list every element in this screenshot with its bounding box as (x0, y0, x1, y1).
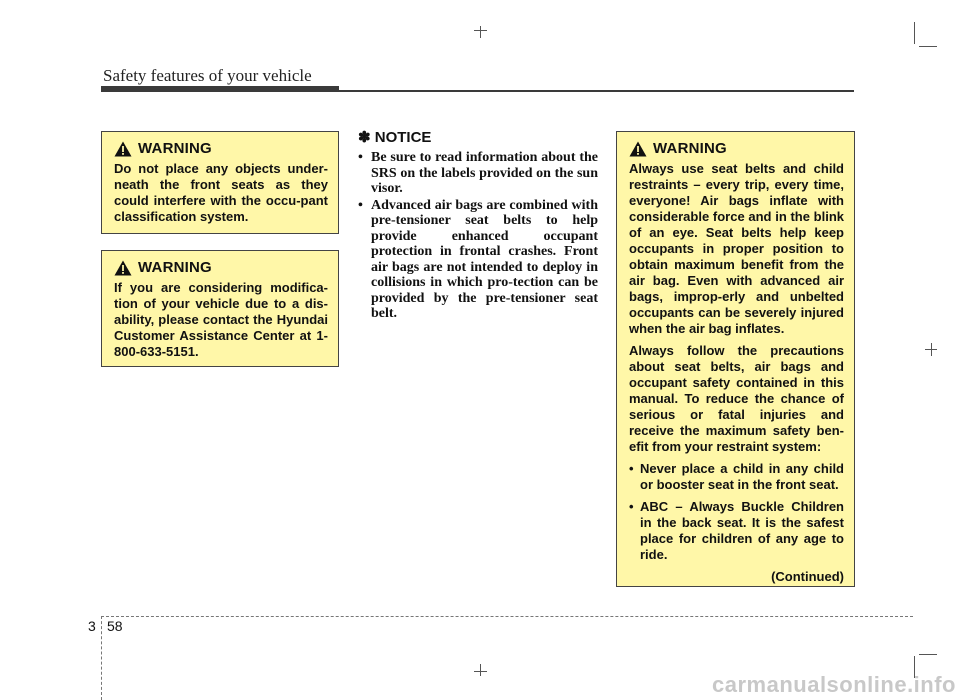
warning-triangle-icon (114, 260, 132, 276)
continued-label: (Continued) (771, 569, 844, 584)
page-number: 58 (107, 618, 123, 634)
warning-text: If you are considering modifica-tion of your vehicle due to a dis-ability, please contact the Hyundai Customer Assistance Center at 1-800-633-5151. (114, 280, 328, 359)
watermark: carmanualsonline.info (712, 672, 956, 697)
warning-box-seat-belts (616, 131, 855, 587)
crop-mark-bottom-right-h (919, 654, 937, 655)
crop-mark-top-right-v (914, 22, 915, 44)
warning-triangle-icon (114, 141, 132, 157)
warning-text: Do not place any objects under-neath the front seats as they could interfere with the occu-pant classification system. (114, 161, 328, 224)
crop-mark-top-right-h (919, 46, 937, 47)
warning-bullet: • Never place a child in any child or booster seat in the front seat. (629, 461, 844, 493)
footer-dashed-line (101, 616, 913, 617)
page-title: Safety features of your vehicle (103, 66, 312, 85)
warning-paragraph: Always use seat belts and child restraints – every trip, every time, everyone! Air bags inflate with considerable force and in the blink of an eye. Seat belts help keep occupants in proper position to obtain maximum benefit from the air bag. Even with advanced air bags, improp-erly and unbelted occupants can be severely injured when the air bag inflates. (629, 161, 844, 336)
warning-header (114, 259, 328, 276)
footer-dashed-divider (101, 616, 102, 700)
warning-bullet-list (629, 461, 844, 563)
warning-title: WARNING (138, 140, 212, 157)
warning-title: WARNING (138, 259, 212, 276)
crop-mark-bottom-center-v (480, 664, 481, 676)
crop-mark-bottom-center-h (474, 671, 487, 672)
crop-mark-top-center-v (480, 26, 481, 38)
warning-triangle-icon (629, 141, 647, 157)
notice-title: ✽ NOTICE (358, 129, 432, 146)
notice-item: • Advanced air bags are combined with pre-tensioner seat belts to help provide enhanced occupant protection in frontal crashes. Front air bags are not intended to deploy in collisions in which pro-tection can be provided by the pre-tensioner seat belt. (358, 198, 598, 322)
warning-title: WARNING (653, 140, 727, 157)
warning-box-objects-under-seat (101, 131, 339, 234)
notice-item: • Be sure to read information about the SRS on the labels provided on the sun visor. (358, 150, 598, 197)
notice-list (358, 150, 598, 322)
crop-mark-right-center-v (931, 343, 932, 356)
warning-body (629, 161, 844, 455)
section-number: 3 (88, 618, 96, 634)
notice-section (358, 128, 598, 323)
warning-box-vehicle-modification (101, 250, 339, 367)
warning-paragraph: Always follow the precautions about seat belts, air bags and occupant safety contained in this manual. To reduce the chance of serious or fatal injuries and receive the maximum safety ben-efit from your restraint system: (629, 343, 844, 454)
warning-bullet: • ABC – Always Buckle Children in the back seat. It is the safest place for children of any age to ride. (629, 499, 844, 563)
warning-header (629, 140, 844, 157)
header-rule-thin (101, 90, 854, 92)
crop-mark-top-center-h (474, 30, 487, 31)
warning-header (114, 140, 328, 157)
